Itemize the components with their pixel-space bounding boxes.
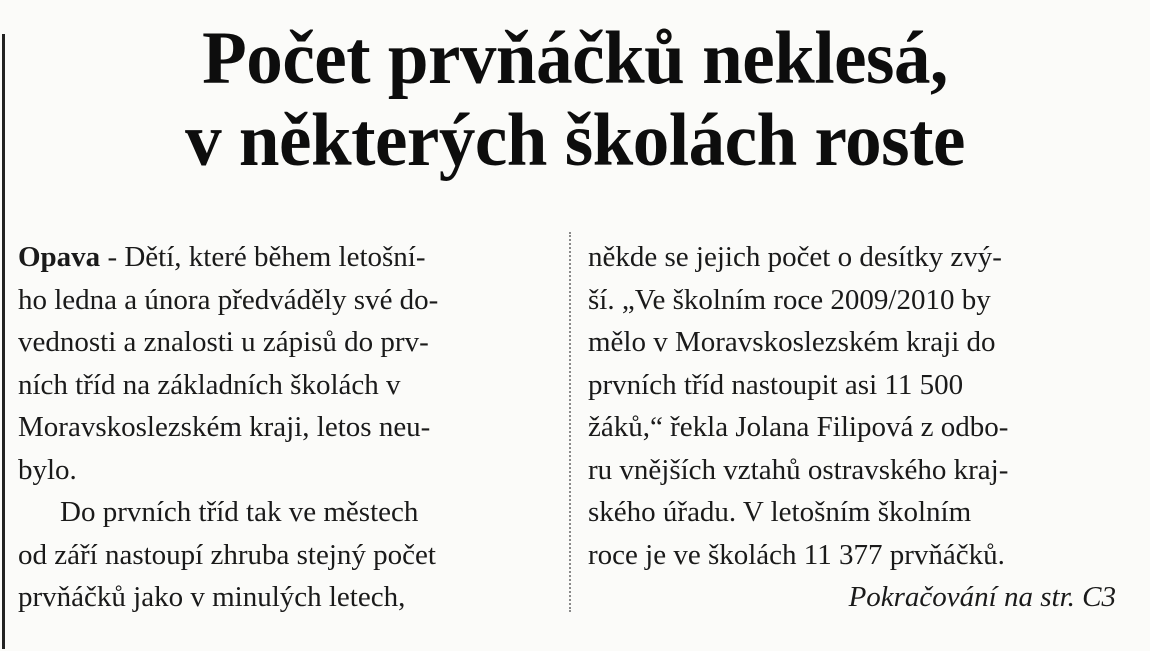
text-line: roce je ve školách 11 377 prvňáčků. xyxy=(588,538,1005,571)
column-divider xyxy=(569,232,571,612)
text-line: ních tříd na základních školách v xyxy=(18,368,401,401)
text-line xyxy=(18,236,558,279)
continued-on-page-link[interactable]: Pokračování na str. C3 xyxy=(848,581,1116,613)
text-line-1-rest: - Dětí, které během letošní- xyxy=(107,241,426,273)
paragraph-2-first-line: Do prvních tříd tak ve městech xyxy=(60,496,419,528)
text-line: ru vnějších vztahů ostravského kraj- xyxy=(588,453,1009,486)
article-column-right xyxy=(588,236,1120,576)
article-column-left xyxy=(18,236,558,619)
text-line: někde se jejich počet o desítky zvý- xyxy=(588,241,1002,273)
text-line: Moravskoslezském kraji, letos neu- xyxy=(18,411,431,443)
headline-line-2: v některých školách roste xyxy=(185,99,965,182)
text-line: žáků,“ řekla Jolana Filipová z odbo- xyxy=(588,411,1009,443)
headline-line-1: Počet prvňáčků neklesá, xyxy=(202,17,948,100)
text-line: od září nastoupí zhruba stejný počet xyxy=(18,538,436,571)
text-line: bylo. xyxy=(18,453,77,486)
headline xyxy=(0,18,1150,182)
text-line: prvních tříd nastoupit asi 11 500 xyxy=(588,368,964,401)
text-line: ského úřadu. V letošním školním xyxy=(588,496,972,528)
text-line: ho ledna a února předváděly své do- xyxy=(18,283,439,316)
text-line: mělo v Moravskoslezském kraji do xyxy=(588,326,996,358)
text-line: ší. „Ve školním roce 2009/2010 by xyxy=(588,283,991,316)
text-line: prvňáčků jako v minulých letech, xyxy=(18,581,406,613)
dateline: Opava xyxy=(18,241,101,273)
text-line: vednosti a znalosti u zápisů do prv- xyxy=(18,326,429,358)
